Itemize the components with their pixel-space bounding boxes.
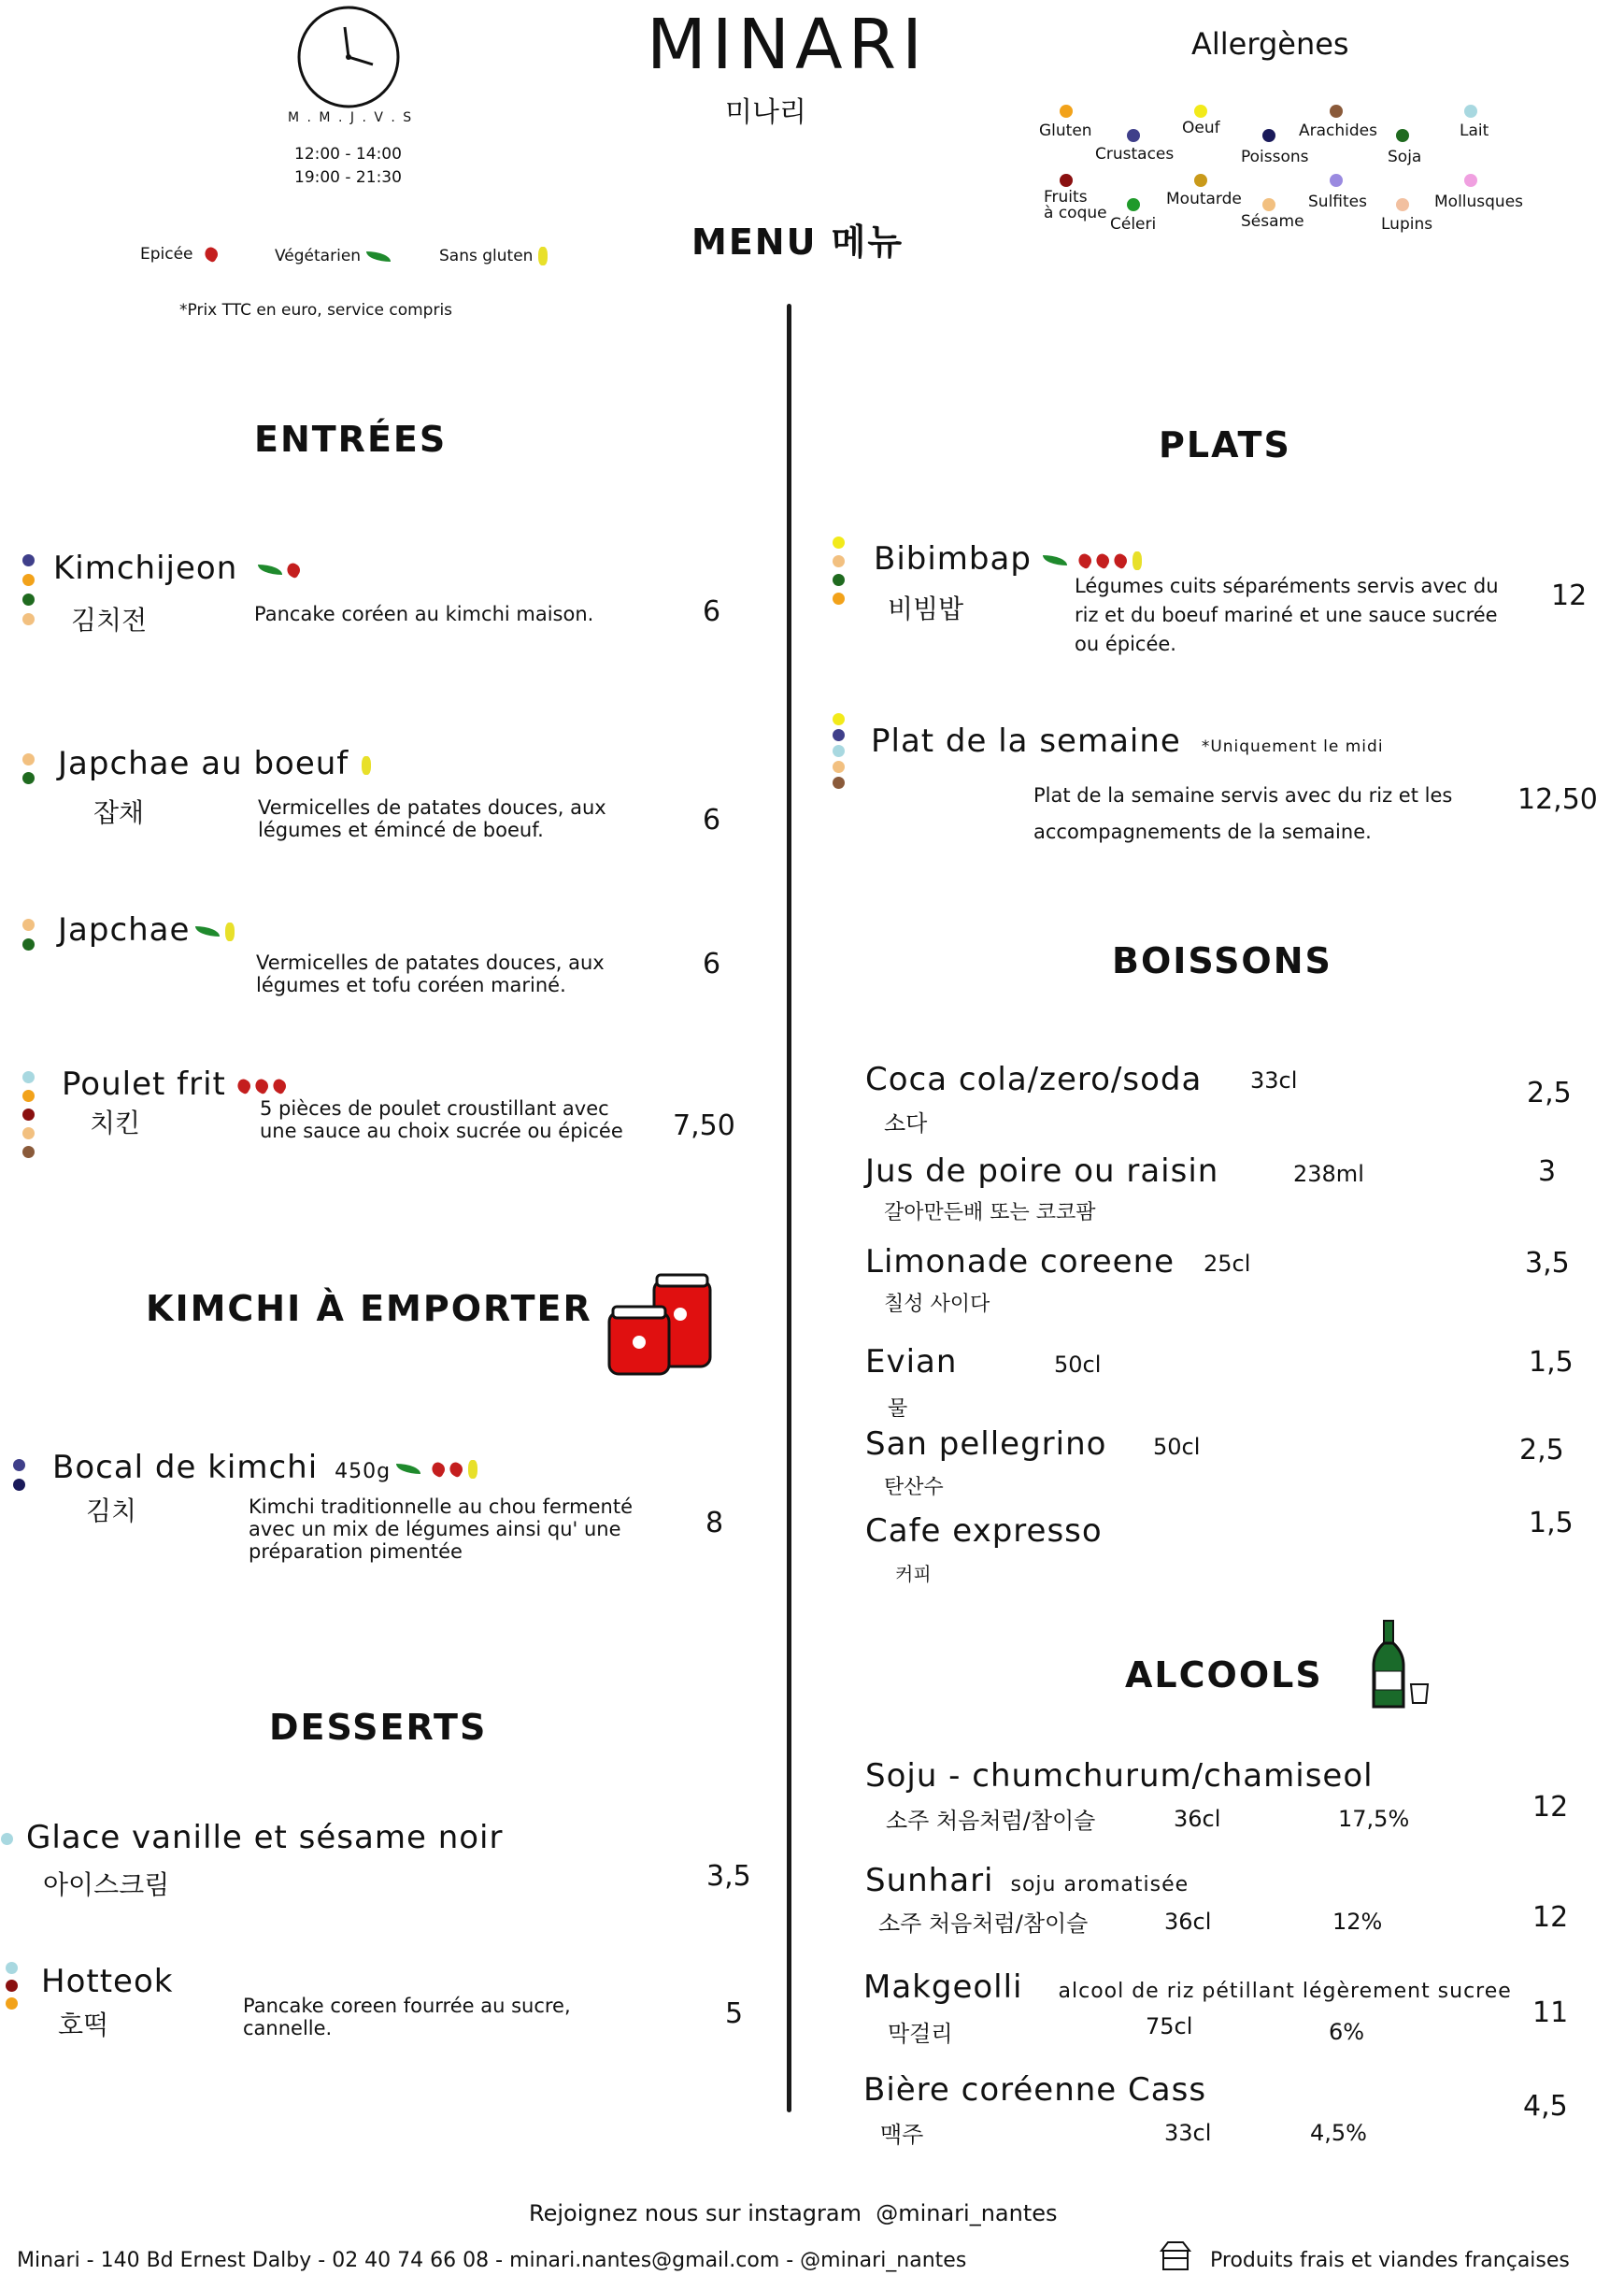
legend-gf xyxy=(439,247,548,265)
dish-name-ko: 호떡 xyxy=(58,2010,109,2040)
dish-name-ko: 비빔밥 xyxy=(888,594,964,624)
chili-icon xyxy=(235,1077,252,1095)
menu-title: MENU 메뉴 xyxy=(691,222,905,263)
section-boissons: BOISSONS xyxy=(1112,940,1332,981)
instagram-line: Rejoignez nous sur instagram @minari_nantes xyxy=(529,2200,1058,2226)
drink-name: San pellegrino xyxy=(865,1425,1107,1463)
allergen-label: Lait xyxy=(1460,122,1489,140)
drink-note: alcool de riz pétillant légèrement sucree xyxy=(1058,1980,1512,2003)
allergen-label: Moutarde xyxy=(1166,190,1242,208)
drink-name-text: Makgeolli xyxy=(863,1968,1023,2006)
legend-spicy xyxy=(140,245,218,264)
drink-name-ko: 소다 xyxy=(884,1110,928,1137)
allergen-dot-icon xyxy=(833,713,845,725)
sesame-dot-icon xyxy=(1262,198,1275,211)
legend-spicy-label: Epicée xyxy=(140,245,193,264)
allergen-dot-icon xyxy=(22,574,35,586)
allergen-dot-icon xyxy=(6,1980,18,1992)
store-icon xyxy=(1159,2239,1192,2271)
drink-abv: 17,5% xyxy=(1338,1806,1410,1832)
dish-name-text: Poulet frit xyxy=(62,1066,226,1103)
drink-size: 36cl xyxy=(1174,1806,1221,1832)
section-alcools: ALCOOLS xyxy=(1125,1654,1323,1696)
chili-icon xyxy=(1076,551,1093,569)
crustaces-dot-icon xyxy=(1127,129,1140,142)
footer-address: Minari - 140 Bd Ernest Dalby - 02 40 74 66 08 - minari.nantes@gmail.com - @minari_nantes xyxy=(17,2249,967,2272)
section-desserts: DESSERTS xyxy=(269,1707,488,1748)
drink-name-ko: 소주 처음처럼/참이슬 xyxy=(878,1910,1089,1937)
dish-name-text: Kimchijeon xyxy=(53,550,238,587)
section-entrees: ENTRÉES xyxy=(254,419,448,460)
dish-name-ko: 김치 xyxy=(86,1495,137,1526)
dish-name xyxy=(52,1449,477,1486)
dish-description: Légumes cuits séparéments servis avec du riz et du boeuf mariné et une sauce sucrée ou épicée. xyxy=(1075,575,1499,655)
allergen-dot-icon xyxy=(833,555,845,567)
drink-name: Soju - chumchurum/chamiseol xyxy=(865,1757,1374,1795)
allergen-label: Arachides xyxy=(1299,122,1377,140)
drink-name-ko: 탄산수 xyxy=(884,1476,944,1499)
allergen-dot-icon xyxy=(22,919,35,931)
hours-dinner: 19:00 - 21:30 xyxy=(294,168,402,187)
drink-name-ko: 갈아만든배 또는 코코팜 xyxy=(884,1201,1096,1224)
dish-description: Plat de la semaine servis avec du riz et les accompagnements de la semaine. xyxy=(1033,784,1453,843)
drink-size: 50cl xyxy=(1153,1434,1201,1460)
dish-price: 8 xyxy=(705,1507,724,1539)
drink-price: 2,5 xyxy=(1527,1077,1572,1109)
celeri-dot-icon xyxy=(1127,198,1140,211)
drink-name-ko: 커피 xyxy=(895,1563,932,1585)
dish-note: *Uniquement le midi xyxy=(1201,737,1384,756)
leaf-icon xyxy=(195,926,220,937)
drink-price: 12 xyxy=(1532,1791,1569,1824)
allergen-label: Céleri xyxy=(1110,215,1157,234)
mollusques-dot-icon xyxy=(1464,174,1477,187)
allergen-dot-icon xyxy=(22,613,35,625)
drink-size: 33cl xyxy=(1250,1067,1298,1094)
drink-abv: 6% xyxy=(1329,2019,1365,2045)
leaf-icon xyxy=(258,565,282,575)
chili-icon xyxy=(1111,551,1129,569)
drink-abv: 4,5% xyxy=(1310,2120,1367,2146)
dish-description: Vermicelles de patates douces, aux légumes et émincé de boeuf. xyxy=(258,796,606,841)
price-note: *Prix TTC en euro, service compris xyxy=(179,301,453,320)
gluten-free-icon xyxy=(362,756,371,775)
allergen-dot-icon xyxy=(6,1962,18,1974)
dish-weight: 450g xyxy=(335,1460,392,1483)
chili-icon xyxy=(202,245,220,263)
allergen-dot-icon xyxy=(22,1109,35,1121)
fruits-a-coque-dot-icon xyxy=(1060,174,1073,187)
dish-name-text: Bocal de kimchi xyxy=(52,1449,319,1486)
allergen-label: Soja xyxy=(1388,148,1422,166)
allergen-dot-icon xyxy=(22,753,35,765)
dish-name-text: Japchae xyxy=(58,911,191,949)
dish-name xyxy=(58,911,235,949)
allergen-dot-icon xyxy=(833,537,845,549)
drink-name-ko: 칠성 사이다 xyxy=(884,1293,990,1316)
dish-price: 6 xyxy=(703,595,721,628)
clock-icon xyxy=(294,3,403,111)
lupins-dot-icon xyxy=(1396,198,1409,211)
allergen-dot-icon xyxy=(833,729,845,741)
drink-size: 25cl xyxy=(1204,1251,1251,1277)
leaf-icon xyxy=(366,251,391,262)
dish-name xyxy=(62,1066,286,1103)
chili-icon xyxy=(252,1077,270,1095)
dish-price: 5 xyxy=(725,1997,744,2030)
soja-dot-icon xyxy=(1396,129,1409,142)
drink-price: 2,5 xyxy=(1519,1434,1564,1467)
allergen-dot-icon xyxy=(13,1479,25,1491)
dish-description: Vermicelles de patates douces, aux légumes et tofu coréen mariné. xyxy=(256,951,605,996)
leaf-icon xyxy=(396,1464,420,1474)
gluten-free-icon xyxy=(1133,551,1142,570)
drink-price: 3 xyxy=(1538,1155,1557,1188)
allergen-dot-icon xyxy=(13,1459,25,1471)
gluten-free-icon xyxy=(538,247,548,265)
hours-lunch: 12:00 - 14:00 xyxy=(294,145,402,164)
dish-description: Kimchi traditionnelle au chou fermenté avec un mix de légumes ainsi qu' une préparation pimentée xyxy=(249,1495,634,1563)
drink-name: Jus de poire ou raisin xyxy=(865,1152,1219,1190)
drink-name-ko: 물 xyxy=(888,1397,908,1421)
dish-name: Hotteok xyxy=(41,1963,174,2000)
dish-name-ko: 잡채 xyxy=(93,797,145,828)
dish-price: 6 xyxy=(703,804,721,837)
drink-price: 11 xyxy=(1532,1996,1569,2029)
drink-price: 1,5 xyxy=(1529,1507,1574,1539)
dish-price: 7,50 xyxy=(673,1109,735,1142)
chili-icon xyxy=(270,1077,288,1095)
soju-bottle-icon xyxy=(1370,1619,1435,1712)
allergen-dot-icon xyxy=(22,1090,35,1102)
allergen-dot-icon xyxy=(22,772,35,784)
arachides-dot-icon xyxy=(1330,105,1343,118)
allergen-dot-icon xyxy=(833,745,845,757)
gluten-free-icon xyxy=(225,923,235,941)
brand-title: MINARI xyxy=(647,5,928,85)
drink-name-ko: 소주 처음처럼/참이슬 xyxy=(886,1808,1096,1834)
oeuf-dot-icon xyxy=(1194,105,1207,118)
allergen-dot-icon xyxy=(833,574,845,586)
sulfites-dot-icon xyxy=(1330,174,1343,187)
column-divider xyxy=(787,304,791,2112)
allergen-label: Crustaces xyxy=(1095,145,1175,164)
allergen-label: Sulfites xyxy=(1308,193,1367,211)
dish-name-text: Plat de la semaine xyxy=(871,723,1181,760)
dish-description: Pancake coreen fourrée au sucre, cannelle. xyxy=(243,1995,571,2039)
opening-days: M . M . J . V . S xyxy=(288,110,414,125)
drink-name-ko: 맥주 xyxy=(880,2122,924,2148)
dish-price: 12,50 xyxy=(1517,783,1598,816)
allergen-label: Fruits à coque xyxy=(1044,188,1107,222)
allergen-dot-icon xyxy=(22,554,35,566)
kimchi-jar-icon xyxy=(605,1271,718,1379)
gluten-free-icon xyxy=(468,1460,477,1479)
allergen-label: Mollusques xyxy=(1434,193,1524,211)
allergen-label: Oeuf xyxy=(1182,119,1220,137)
poissons-dot-icon xyxy=(1262,129,1275,142)
section-plats: PLATS xyxy=(1159,424,1291,465)
dish-name xyxy=(53,550,300,587)
chili-icon xyxy=(285,561,303,579)
drink-name: Coca cola/zero/soda xyxy=(865,1061,1203,1098)
lait-dot-icon xyxy=(1464,105,1477,118)
allergen-dot-icon xyxy=(1,1833,13,1845)
dish-name-text: Japchae au boeuf xyxy=(58,745,349,782)
allergen-label: Gluten xyxy=(1039,122,1092,140)
legend-gf-label: Sans gluten xyxy=(439,247,534,265)
dish-name-ko: 치킨 xyxy=(90,1108,141,1138)
dish-name-ko: 김치전 xyxy=(71,605,148,636)
legend-veg-label: Végétarien xyxy=(275,247,362,265)
legend-veg xyxy=(275,247,391,265)
drink-name: Cafe expresso xyxy=(865,1512,1103,1550)
allergen-dot-icon xyxy=(22,1146,35,1158)
drink-price: 12 xyxy=(1532,1901,1569,1934)
drink-name: Limonade coreene xyxy=(865,1243,1175,1281)
drink-note: soju aromatisée xyxy=(1010,1873,1190,1896)
allergen-label: Sésame xyxy=(1241,212,1304,231)
dish-description: 5 pièces de poulet croustillant avec une sauce au choix sucrée ou épicée xyxy=(260,1097,623,1142)
allergens-title: Allergènes xyxy=(1191,26,1349,62)
dish-price: 6 xyxy=(703,948,721,980)
allergen-label: Lupins xyxy=(1381,215,1433,234)
chili-icon xyxy=(1093,551,1111,569)
drink-size: 50cl xyxy=(1054,1352,1102,1378)
moutarde-dot-icon xyxy=(1194,174,1207,187)
drink-name: Bière coréenne Cass xyxy=(863,2071,1207,2109)
drink-price: 1,5 xyxy=(1529,1346,1574,1379)
drink-name xyxy=(865,1862,1189,1899)
allergen-dot-icon xyxy=(22,594,35,606)
drink-size: 238ml xyxy=(1293,1161,1364,1187)
allergen-dot-icon xyxy=(22,938,35,951)
brand-title-ko: 미나리 xyxy=(725,96,806,129)
footer-fresh: Produits frais et viandes françaises xyxy=(1210,2249,1570,2272)
dish-name xyxy=(871,723,1384,760)
allergen-dot-icon xyxy=(22,1127,35,1139)
drink-name: Evian xyxy=(865,1343,958,1381)
chili-icon xyxy=(430,1460,448,1478)
drink-name-ko: 막걸리 xyxy=(888,2021,953,2047)
drink-name xyxy=(863,1968,1512,2006)
gluten-dot-icon xyxy=(1060,105,1073,118)
drink-size: 36cl xyxy=(1164,1909,1212,1935)
allergen-dot-icon xyxy=(833,761,845,773)
allergen-label: Poissons xyxy=(1241,148,1309,166)
drink-price: 3,5 xyxy=(1525,1247,1570,1280)
dish-name-ko: 아이스크림 xyxy=(43,1869,170,1900)
dish-price: 12 xyxy=(1551,579,1588,612)
chili-icon xyxy=(448,1460,465,1478)
drink-abv: 12% xyxy=(1332,1909,1383,1935)
drink-size: 75cl xyxy=(1146,2013,1193,2039)
dish-price: 3,5 xyxy=(706,1860,751,1893)
dish-name: Glace vanille et sésame noir xyxy=(26,1819,504,1856)
dish-name xyxy=(58,745,371,782)
allergen-dot-icon xyxy=(22,1071,35,1083)
allergen-dot-icon xyxy=(6,1997,18,2010)
dish-name-text: Bibimbap xyxy=(874,540,1032,578)
drink-size: 33cl xyxy=(1164,2120,1212,2146)
drink-price: 4,5 xyxy=(1523,2090,1568,2123)
section-kimchi: KIMCHI À EMPORTER xyxy=(146,1288,592,1329)
dish-description: Pancake coréen au kimchi maison. xyxy=(254,603,594,625)
leaf-icon xyxy=(1043,555,1067,565)
allergen-dot-icon xyxy=(833,777,845,789)
allergen-dot-icon xyxy=(833,593,845,605)
drink-name-text: Sunhari xyxy=(865,1862,994,1899)
